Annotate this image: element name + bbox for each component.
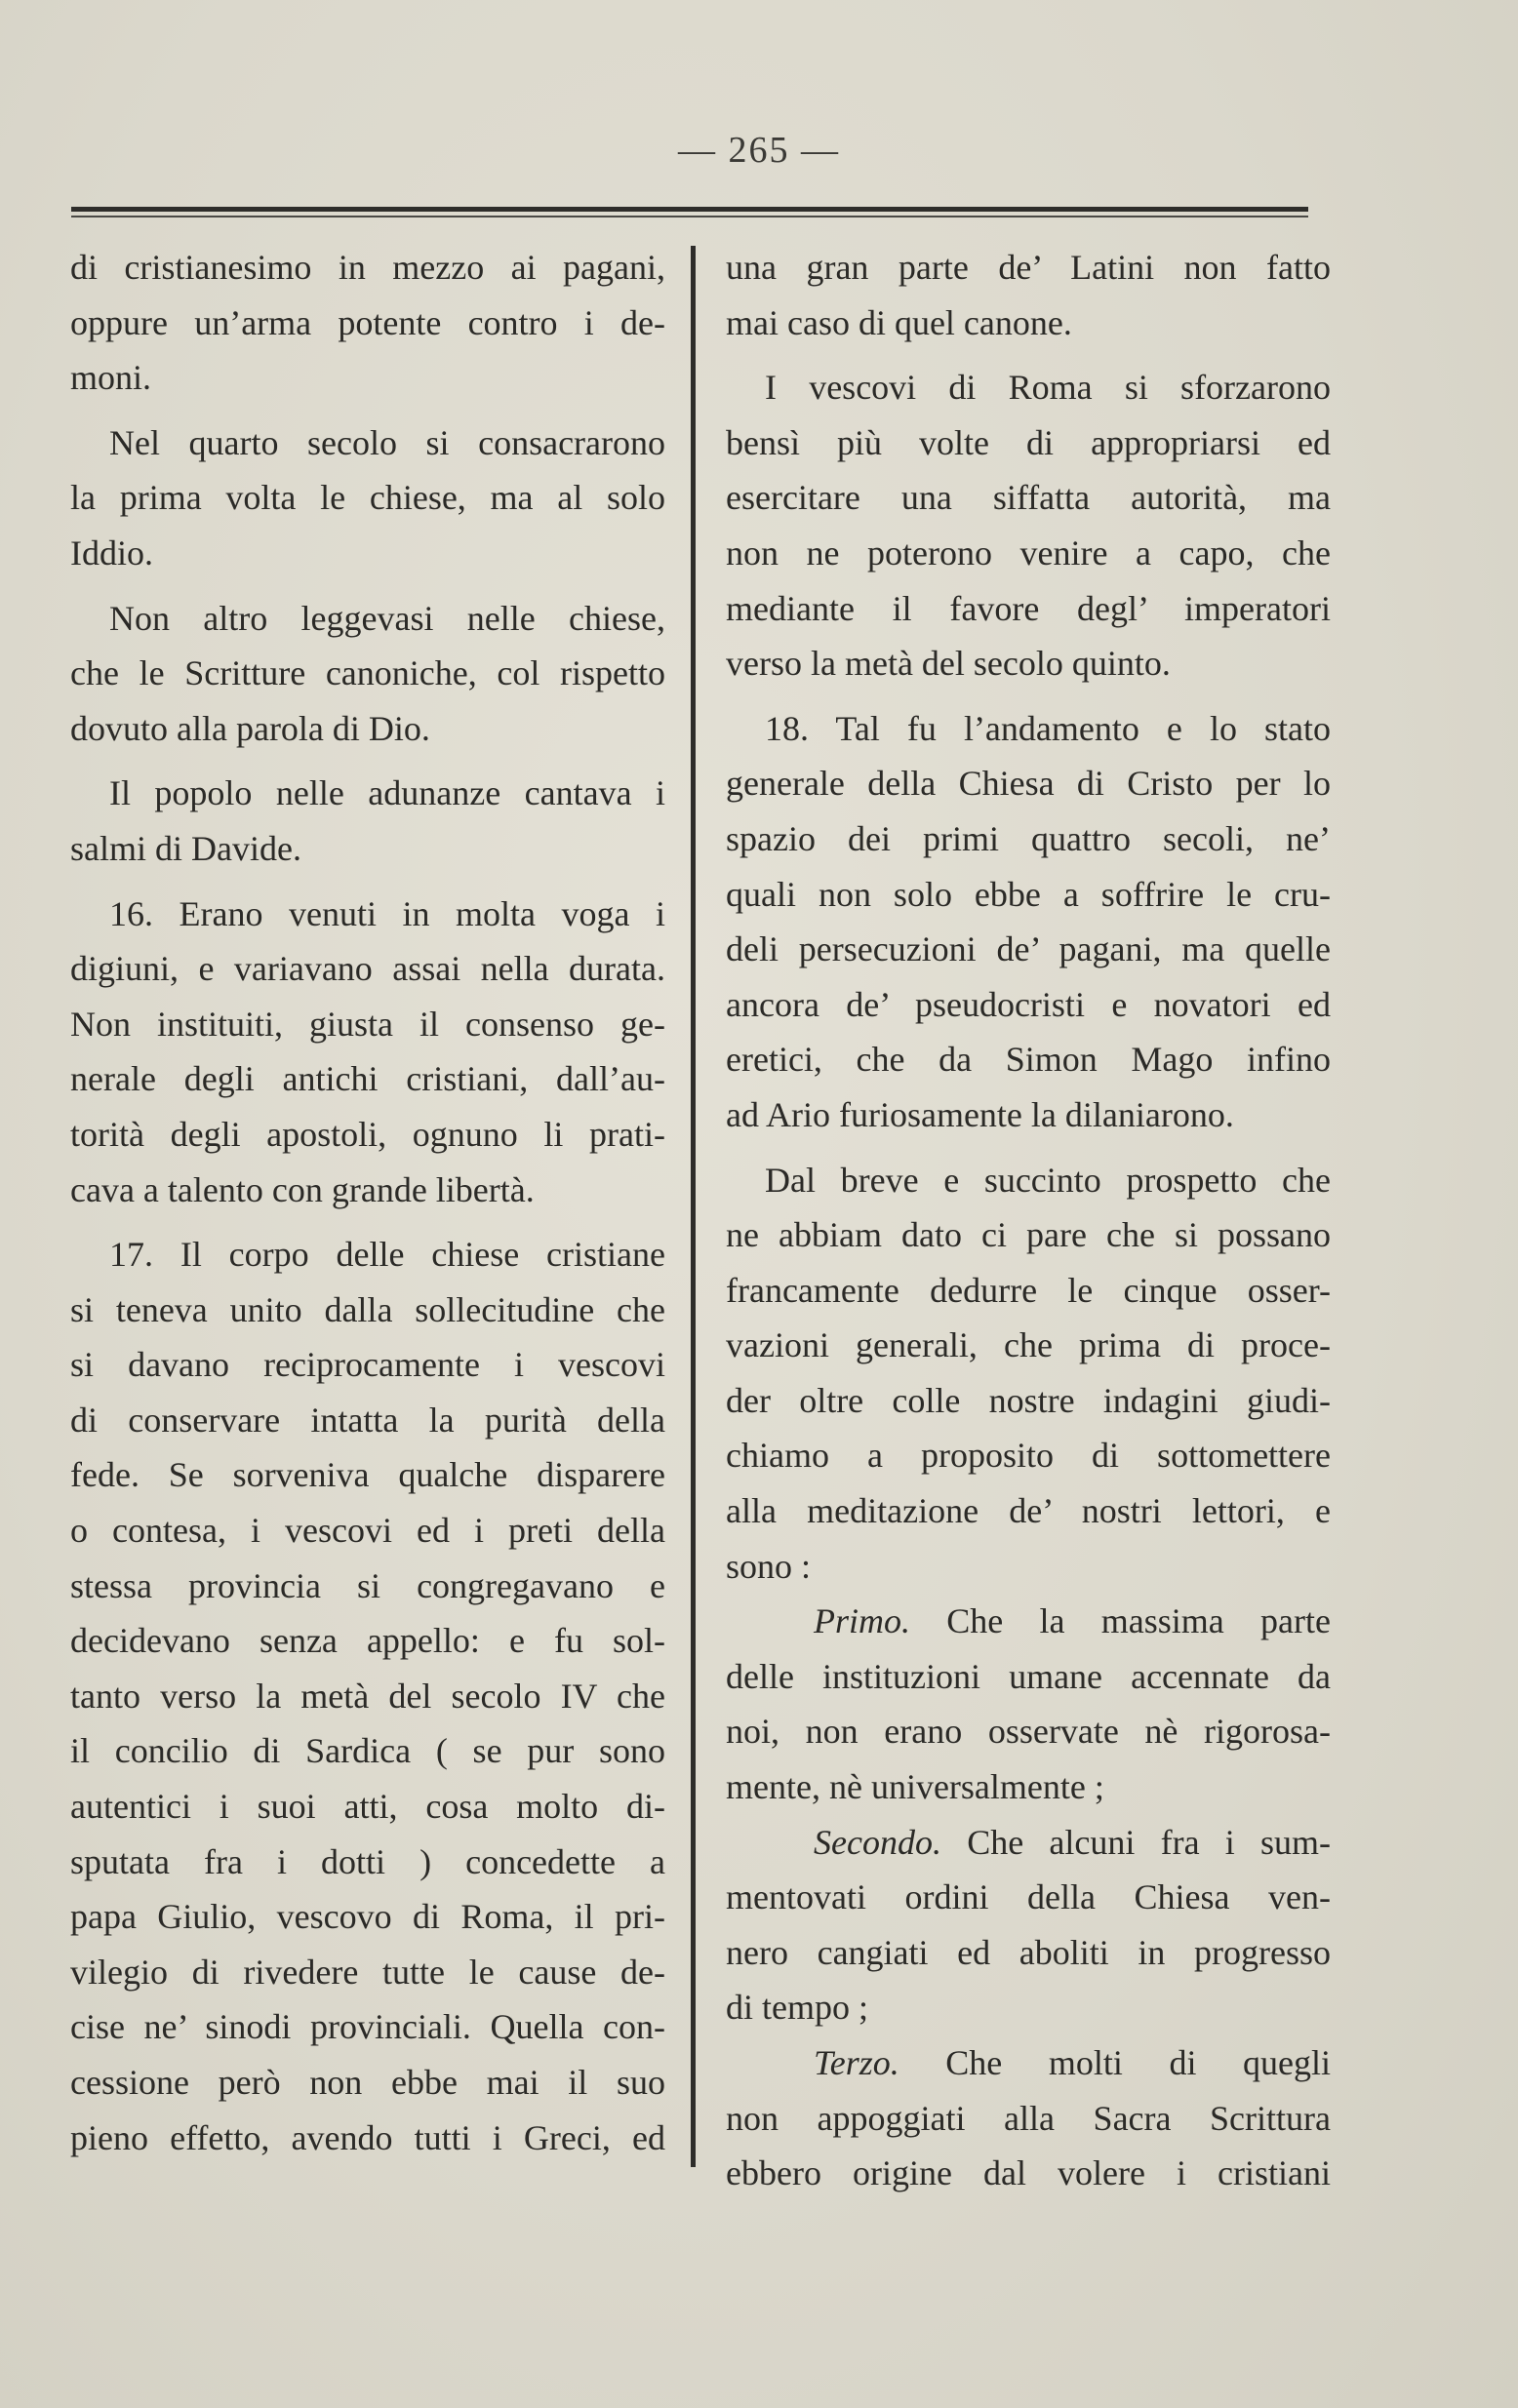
text-line: Non altro leggevasi nelle chiese, — [109, 598, 665, 638]
text-line: una gran parte de’ Latini non fatto — [726, 248, 1331, 287]
right-column — [726, 240, 1331, 2201]
text-line: Nel quarto secolo si consacrarono — [109, 422, 665, 462]
text-line: 16. Erano venuti in molta voga i — [109, 893, 665, 933]
text-line: verso la metà del secolo quinto. — [726, 644, 1171, 684]
text-line: nerale degli antichi cristiani, dall’au- — [70, 1059, 665, 1099]
text-line: mediante il favore degl’ imperatori — [726, 588, 1331, 628]
text-line: mai caso di quel canone. — [726, 302, 1072, 342]
text-line: francamente dedurre le cinque osser- — [726, 1270, 1331, 1310]
text-line: Iddio. — [70, 533, 153, 572]
text-line: sono : — [726, 1546, 812, 1586]
text-line: dovuto alla parola di Dio. — [70, 708, 430, 748]
left-column — [70, 240, 665, 2165]
text-line: spazio dei primi quattro secoli, ne’ — [726, 818, 1331, 858]
text-line: vilegio di rivedere tutte le cause de- — [70, 1952, 665, 1992]
text-line: si teneva unito dalla sollecitudine che — [70, 1289, 665, 1329]
text-line: moni. — [70, 358, 152, 398]
text-line: salmi di Davide. — [70, 828, 301, 868]
item-text: Che la massima parte — [946, 1601, 1332, 1641]
text-line: di conservare intatta la purità della — [70, 1400, 665, 1440]
text-line: alla meditazione de’ nostri lettori, e — [726, 1491, 1331, 1531]
text-line: vazioni generali, che prima di proce- — [726, 1325, 1331, 1365]
item-label-secondo: Secondo. — [814, 1822, 941, 1862]
text-line: Non instituiti, giusta il consenso ge- — [70, 1004, 665, 1044]
text-line: che le Scritture canoniche, col rispetto — [70, 653, 665, 693]
text-line: der oltre colle nostre indagini giudi- — [726, 1380, 1331, 1420]
text-line: I vescovi di Roma si sforzarono — [765, 368, 1331, 408]
text-line: ne abbiam dato ci pare che si possano — [726, 1215, 1331, 1255]
text-line: pieno effetto, avendo tutti i Greci, ed — [70, 2117, 665, 2157]
text-line: ad Ario furiosamente la dilaniarono. — [726, 1094, 1234, 1134]
text-line: sputata fra i dotti ) concedette a — [70, 1841, 665, 1881]
text-line: cessione però non ebbe mai il suo — [70, 2063, 665, 2102]
text-line: noi, non erano osservate nè rigorosa- — [726, 1712, 1331, 1752]
text-line: di tempo ; — [726, 1988, 868, 2028]
text-line: non appoggiati alla Sacra Scrittura — [726, 2098, 1331, 2138]
text-line: Il popolo nelle adunanze cantava i — [109, 773, 665, 813]
column-divider — [691, 246, 696, 2167]
item-label-terzo: Terzo. — [814, 2043, 899, 2082]
page-number: — 265 — — [678, 130, 840, 171]
text-line: mentovati ordini della Chiesa ven- — [726, 1877, 1331, 1917]
text-line: il concilio di Sardica ( se pur sono — [70, 1731, 665, 1771]
text-line: ancora de’ pseudocristi e novatori ed — [726, 984, 1331, 1024]
text-line: 17. Il corpo delle chiese cristiane — [109, 1235, 665, 1275]
header-rule-thick — [71, 207, 1308, 212]
text-line: quali non solo ebbe a soffrire le cru- — [726, 874, 1331, 914]
text-line: generale della Chiesa di Cristo per lo — [726, 764, 1331, 804]
text-line: autentici i suoi atti, cosa molto di- — [70, 1787, 665, 1827]
text-line: deli persecuzioni de’ pagani, ma quelle — [726, 929, 1331, 969]
text-line: si davano reciprocamente i vescovi — [70, 1345, 665, 1385]
text-line — [726, 2035, 1331, 2091]
item-text: Che molti di quegli — [945, 2043, 1332, 2082]
text-line: di cristianesimo in mezzo ai pagani, — [70, 248, 665, 287]
text-line: oppure un’arma potente contro i de- — [70, 302, 665, 342]
item-label-primo: Primo. — [814, 1601, 910, 1641]
text-line: cava a talento con grande libertà. — [70, 1169, 535, 1209]
text-line: bensì più volte di appropriarsi ed — [726, 422, 1331, 462]
text-line: chiamo a proposito di sottomettere — [726, 1436, 1331, 1476]
text-line: nero cangiati ed aboliti in progresso — [726, 1932, 1331, 1972]
text-line: fede. Se sorveniva qualche disparere — [70, 1455, 665, 1495]
text-line: Dal breve e succinto prospetto che — [765, 1160, 1331, 1200]
text-line: digiuni, e variavano assai nella durata. — [70, 949, 665, 989]
text-line: mente, nè universalmente ; — [726, 1767, 1104, 1807]
text-line: 18. Tal fu l’andamento e lo stato — [765, 708, 1331, 748]
text-line — [726, 1594, 1331, 1649]
text-line: delle instituzioni umane accennate da — [726, 1656, 1331, 1696]
text-line: stessa provincia si congregavano e — [70, 1565, 665, 1605]
text-line — [726, 1815, 1331, 1871]
header-rule-thin — [71, 216, 1308, 217]
text-line: torità degli apostoli, ognuno li prati- — [70, 1114, 665, 1154]
text-line: o contesa, i vescovi ed i preti della — [70, 1511, 665, 1551]
text-line: non ne poterono venire a capo, che — [726, 533, 1331, 572]
text-line: eretici, che da Simon Mago infino — [726, 1040, 1331, 1080]
item-text: Che alcuni fra i sum- — [967, 1822, 1331, 1862]
text-line: tanto verso la metà del secolo IV che — [70, 1676, 665, 1716]
text-line: ebbero origine dal volere i cristiani — [726, 2153, 1331, 2193]
text-line: esercitare una siffatta autorità, ma — [726, 478, 1331, 518]
text-line: la prima volta le chiese, ma al solo — [70, 478, 665, 518]
text-line: papa Giulio, vescovo di Roma, il pri- — [70, 1897, 665, 1937]
text-line: cise ne’ sinodi provinciali. Quella con- — [70, 2007, 665, 2047]
text-line: decidevano senza appello: e fu sol- — [70, 1621, 665, 1661]
